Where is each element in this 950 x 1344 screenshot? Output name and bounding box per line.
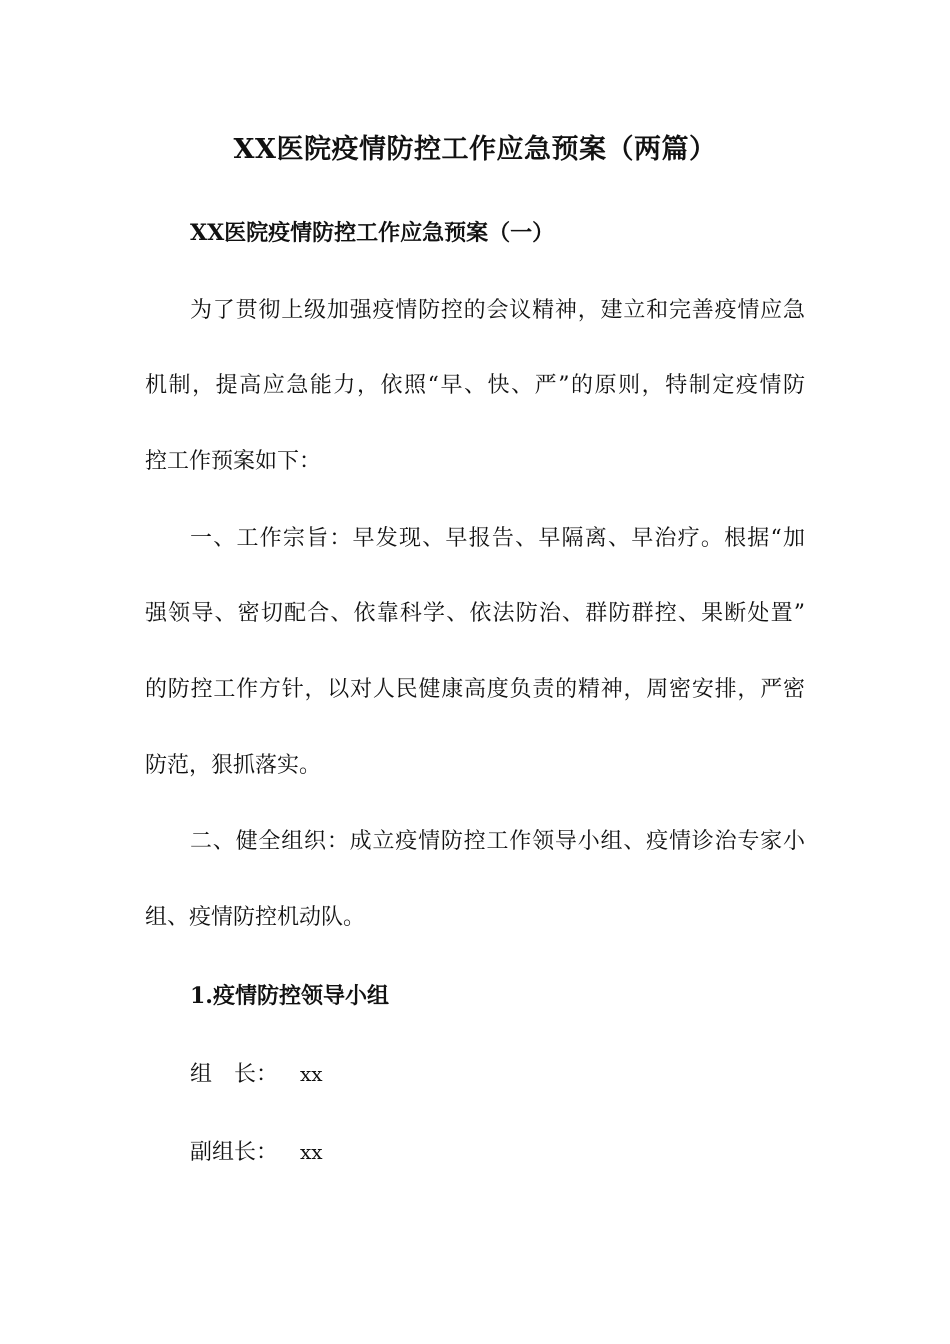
document-title: XX医院疫情防控工作应急预案（两篇） <box>233 134 717 165</box>
paragraph-2-line-2: 强领导、密切配合、依靠科学、依法防治、群防群控、果断处置” <box>145 601 805 626</box>
paragraph-1-line-2: 机制，提高应急能力，依照“早、快、严”的原则，特制定疫情防 <box>145 373 805 398</box>
paragraph-1-line-3: 控工作预案如下： <box>145 449 322 474</box>
paragraph-3-line-2: 组、疫情防控机动队。 <box>145 905 366 930</box>
paragraph-1-line-1: 为了贯彻上级加强疫情防控的会议精神，建立和完善疫情应急 <box>190 298 805 323</box>
section-subtitle: XX医院疫情防控工作应急预案（一） <box>190 220 555 246</box>
paragraph-3-line-1: 二、健全组织：成立疫情防控工作领导小组、疫情诊治专家小 <box>190 829 805 854</box>
deputy-leader-label: 副组长： <box>190 1140 279 1165</box>
paragraph-2-line-3: 的防控工作方针，以对人民健康高度负责的精神，周密安排，严密 <box>145 677 805 702</box>
leader-value: xx <box>300 1062 323 1086</box>
leader-label: 组 长： <box>190 1062 279 1087</box>
section-1-heading: 1.疫情防控领导小组 <box>190 983 389 1009</box>
paragraph-2-line-1: 一、工作宗旨：早发现、早报告、早隔离、早治疗。根据“加 <box>190 526 805 551</box>
deputy-leader-row <box>190 1136 323 1169</box>
deputy-leader-value: xx <box>300 1140 323 1164</box>
leader-row <box>190 1058 323 1091</box>
paragraph-2-line-4: 防范，狠抓落实。 <box>145 753 322 778</box>
